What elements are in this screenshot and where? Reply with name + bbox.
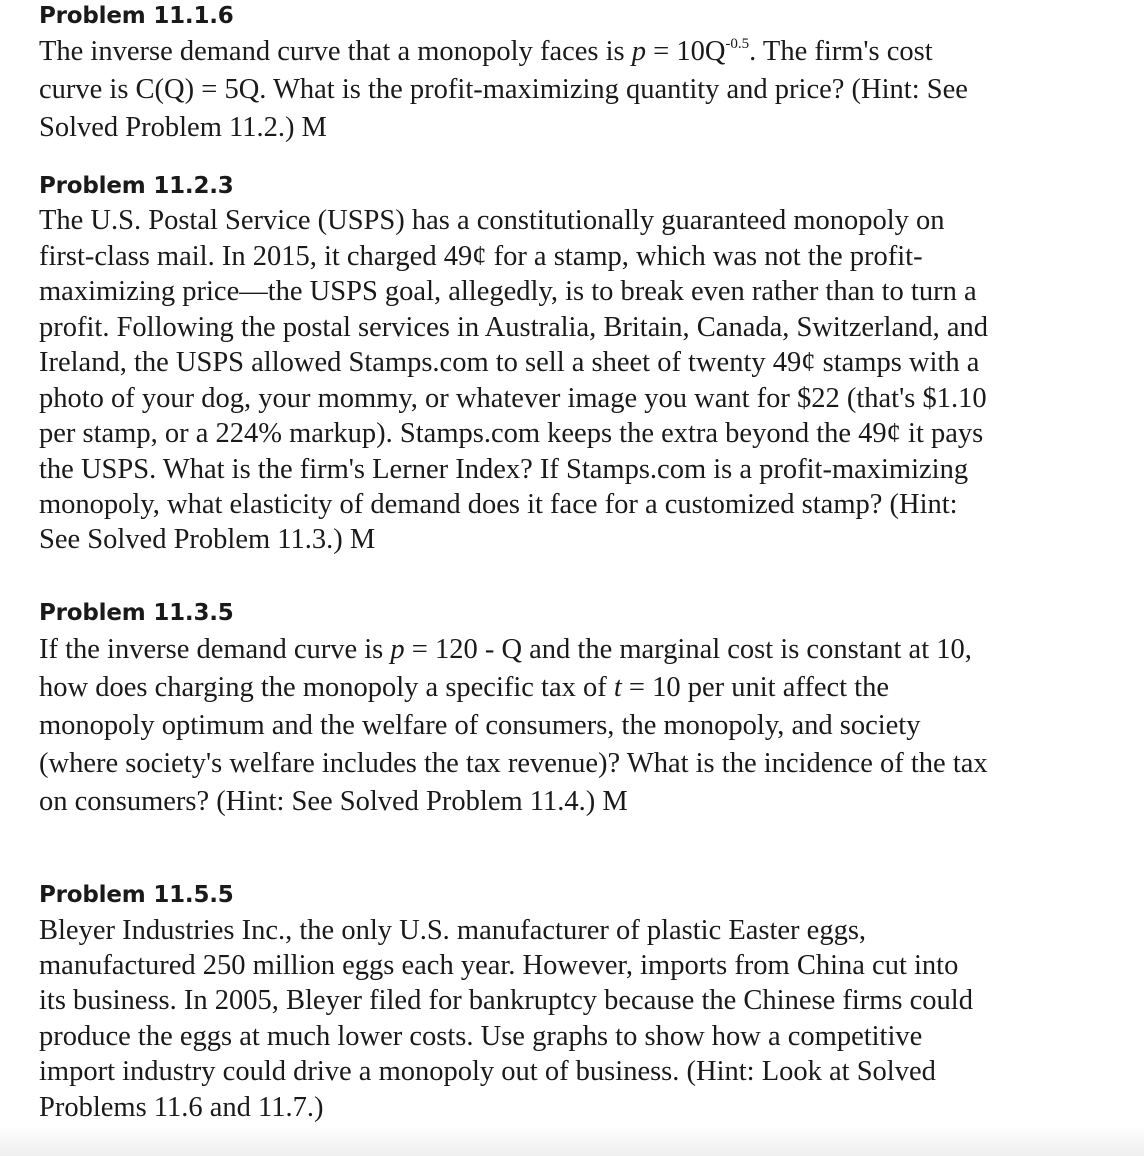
problem-text-line: maximizing price—the USPS goal, allegedly, is to break even rather than to turn a: [39, 276, 977, 307]
problem-text-line: See Solved Problem 11.3.) M: [39, 524, 376, 555]
problem-title: Problem 11.1.6: [39, 3, 234, 29]
problem-text-line: photo of your dog, your mommy, or whatever image you want for $22 (that's $1.10: [39, 383, 987, 414]
problem-text-line: import industry could drive a monopoly out of business. (Hint: Look at Solved: [39, 1056, 936, 1087]
problem-text-line: Ireland, the USPS allowed Stamps.com to sell a sheet of twenty 49¢ stamps with a: [39, 347, 980, 378]
problem-text-line: curve is C(Q) = 5Q. What is the profit-maximizing quantity and price? (Hint: See: [39, 74, 968, 105]
problem-text-line: how does charging the monopoly a specific tax of t = 10 per unit affect the: [39, 672, 889, 703]
problem-text-line: Problems 11.6 and 11.7.): [39, 1092, 324, 1123]
problem-text-line: produce the eggs at much lower costs. Use graphs to show how a competitive: [39, 1021, 923, 1052]
problem-text-line: manufactured 250 million eggs each year. However, imports from China cut into: [39, 950, 959, 981]
problem-text-line: (where society's welfare includes the tax revenue)? What is the incidence of the tax: [39, 748, 988, 779]
problem-title: Problem 11.5.5: [39, 882, 234, 908]
problem-text-line: monopoly, what elasticity of demand does it face for a customized stamp? (Hint:: [39, 489, 958, 520]
problem-text-line: Bleyer Industries Inc., the only U.S. manufacturer of plastic Easter eggs,: [39, 915, 867, 946]
problem-text-line: on consumers? (Hint: See Solved Problem 11.4.) M: [39, 786, 628, 817]
problem-title: Problem 11.2.3: [39, 173, 234, 199]
problem-text-line: the USPS. What is the firm's Lerner Index? If Stamps.com is a profit-maximizing: [39, 454, 969, 485]
problem-text-line: Solved Problem 11.2.) M: [39, 112, 327, 143]
problem-title: Problem 11.3.5: [39, 600, 234, 626]
problem-text-line: profit. Following the postal services in Australia, Britain, Canada, Switzerland, and: [39, 312, 989, 343]
problem-text-line: per stamp, or a 224% markup). Stamps.com keeps the extra beyond the 49¢ it pays: [39, 418, 984, 449]
problem-text-line: If the inverse demand curve is p = 120 - Q and the marginal cost is constant at 10,: [39, 634, 972, 665]
problem-text-line: The inverse demand curve that a monopoly faces is $p = 10Q^{-0.5}$. The firm's cost: [39, 36, 933, 67]
problem-text-line: The U.S. Postal Service (USPS) has a constitutionally guaranteed monopoly on: [39, 205, 945, 236]
problem-text-line: its business. In 2005, Bleyer filed for bankruptcy because the Chinese firms could: [39, 985, 973, 1016]
problem-text-line: monopoly optimum and the welfare of consumers, the monopoly, and society: [39, 710, 921, 741]
page-bottom-edge: [0, 1126, 1144, 1156]
problem-text-line: first-class mail. In 2015, it charged 49¢ for a stamp, which was not the profit-: [39, 241, 923, 272]
